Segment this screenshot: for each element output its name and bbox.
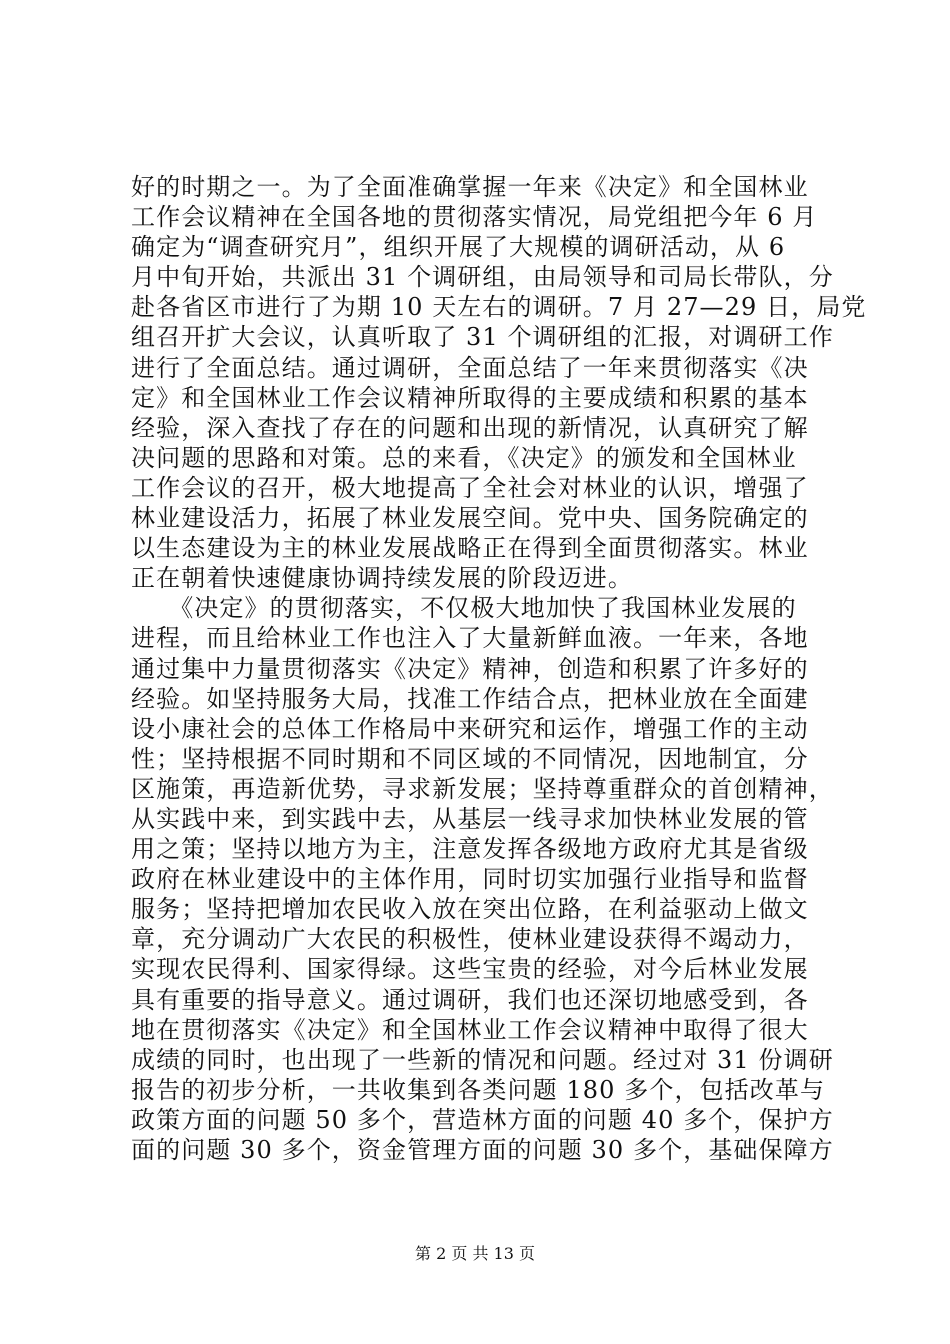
text-line: 通过集中力量贯彻落实《决定》精神，创造和积累了许多好的 [131,654,809,683]
text-line: 确定为“调查研究月”，组织开展了大规模的调研活动，从 6 [131,233,786,262]
text-line: 决问题的思路和对策。总的来看，《决定》的颁发和全国林业 [131,443,797,472]
text-line: 报告的初步分析，一共收集到各类问题 180 多个，包括改革与 [131,1075,826,1104]
text-line: 区施策，再造新优势，寻求新发展；坚持尊重群众的首创精神， [131,774,834,803]
text-line: 地在贯彻落实《决定》和全国林业工作会议精神中取得了很大 [131,1015,809,1044]
text-line: 设小康社会的总体工作格局中来研究和运作，增强工作的主动 [131,714,809,743]
text-line: 从实践中来，到实践中去，从基层一线寻求加快林业发展的管 [131,804,809,833]
text-line: 组召开扩大会议，认真听取了 31 个调研组的汇报，对调研工作 [131,323,834,352]
page-number-label: 第 2 页 共 13 页 [415,1244,535,1263]
text-line: 成绩的同时，也出现了一些新的情况和问题。经过对 31 份调研 [131,1045,834,1074]
text-line: 章，充分调动广大农民的积极性，使林业建设获得不竭动力， [131,925,809,954]
text-line: 服务；坚持把增加农民收入放在突出位路，在利益驱动上做文 [131,895,809,924]
text-line: 进行了全面总结。通过调研，全面总结了一年来贯彻落实《决 [131,353,809,382]
text-line: 经验。如坚持服务大局，找准工作结合点，把林业放在全面建 [131,684,809,713]
text-line: 《决定》的贯彻落实，不仅极大地加快了我国林业发展的 [131,594,797,623]
text-line: 工作会议的召开，极大地提高了全社会对林业的认识，增强了 [131,473,809,502]
text-line: 以生态建设为主的林业发展战略正在得到全面贯彻落实。林业 [131,534,809,563]
text-line: 政策方面的问题 50 多个，营造林方面的问题 40 多个，保护方 [131,1105,834,1134]
body-text [131,172,867,1165]
text-line: 正在朝着快速健康协调持续发展的阶段迈进。 [131,564,633,593]
text-line: 好的时期之一。为了全面准确掌握一年来《决定》和全国林业 [131,173,809,201]
page-footer [0,1244,950,1264]
text-line: 赴各省区市进行了为期 10 天左右的调研。7 月 27—29 日，局党 [131,293,867,322]
text-line: 性；坚持根据不同时期和不同区域的不同情况，因地制宜，分 [131,744,809,773]
text-line: 月中旬开始，共派出 31 个调研组，由局领导和司局长带队，分 [131,263,834,292]
text-line: 面的问题 30 多个，资金管理方面的问题 30 多个，基础保障方 [131,1136,834,1164]
text-line: 具有重要的指导意义。通过调研，我们也还深切地感受到，各 [131,985,809,1014]
text-line: 进程，而且给林业工作也注入了大量新鲜血液。一年来，各地 [131,624,809,653]
text-line: 工作会议精神在全国各地的贯彻落实情况，局党组把今年 6 月 [131,203,818,232]
text-line: 经验，深入查找了存在的问题和出现的新情况，认真研究了解 [131,413,809,442]
text-line: 政府在林业建设中的主体作用，同时切实加强行业指导和监督 [131,865,809,894]
text-line: 定》和全国林业工作会议精神所取得的主要成绩和积累的基本 [131,383,809,412]
text-line: 林业建设活力，拓展了林业发展空间。党中央、国务院确定的 [131,504,809,533]
text-line: 实现农民得利、国家得绿。这些宝贵的经验，对今后林业发展 [131,955,809,984]
text-line: 用之策；坚持以地方为主，注意发挥各级地方政府尤其是省级 [131,835,809,864]
